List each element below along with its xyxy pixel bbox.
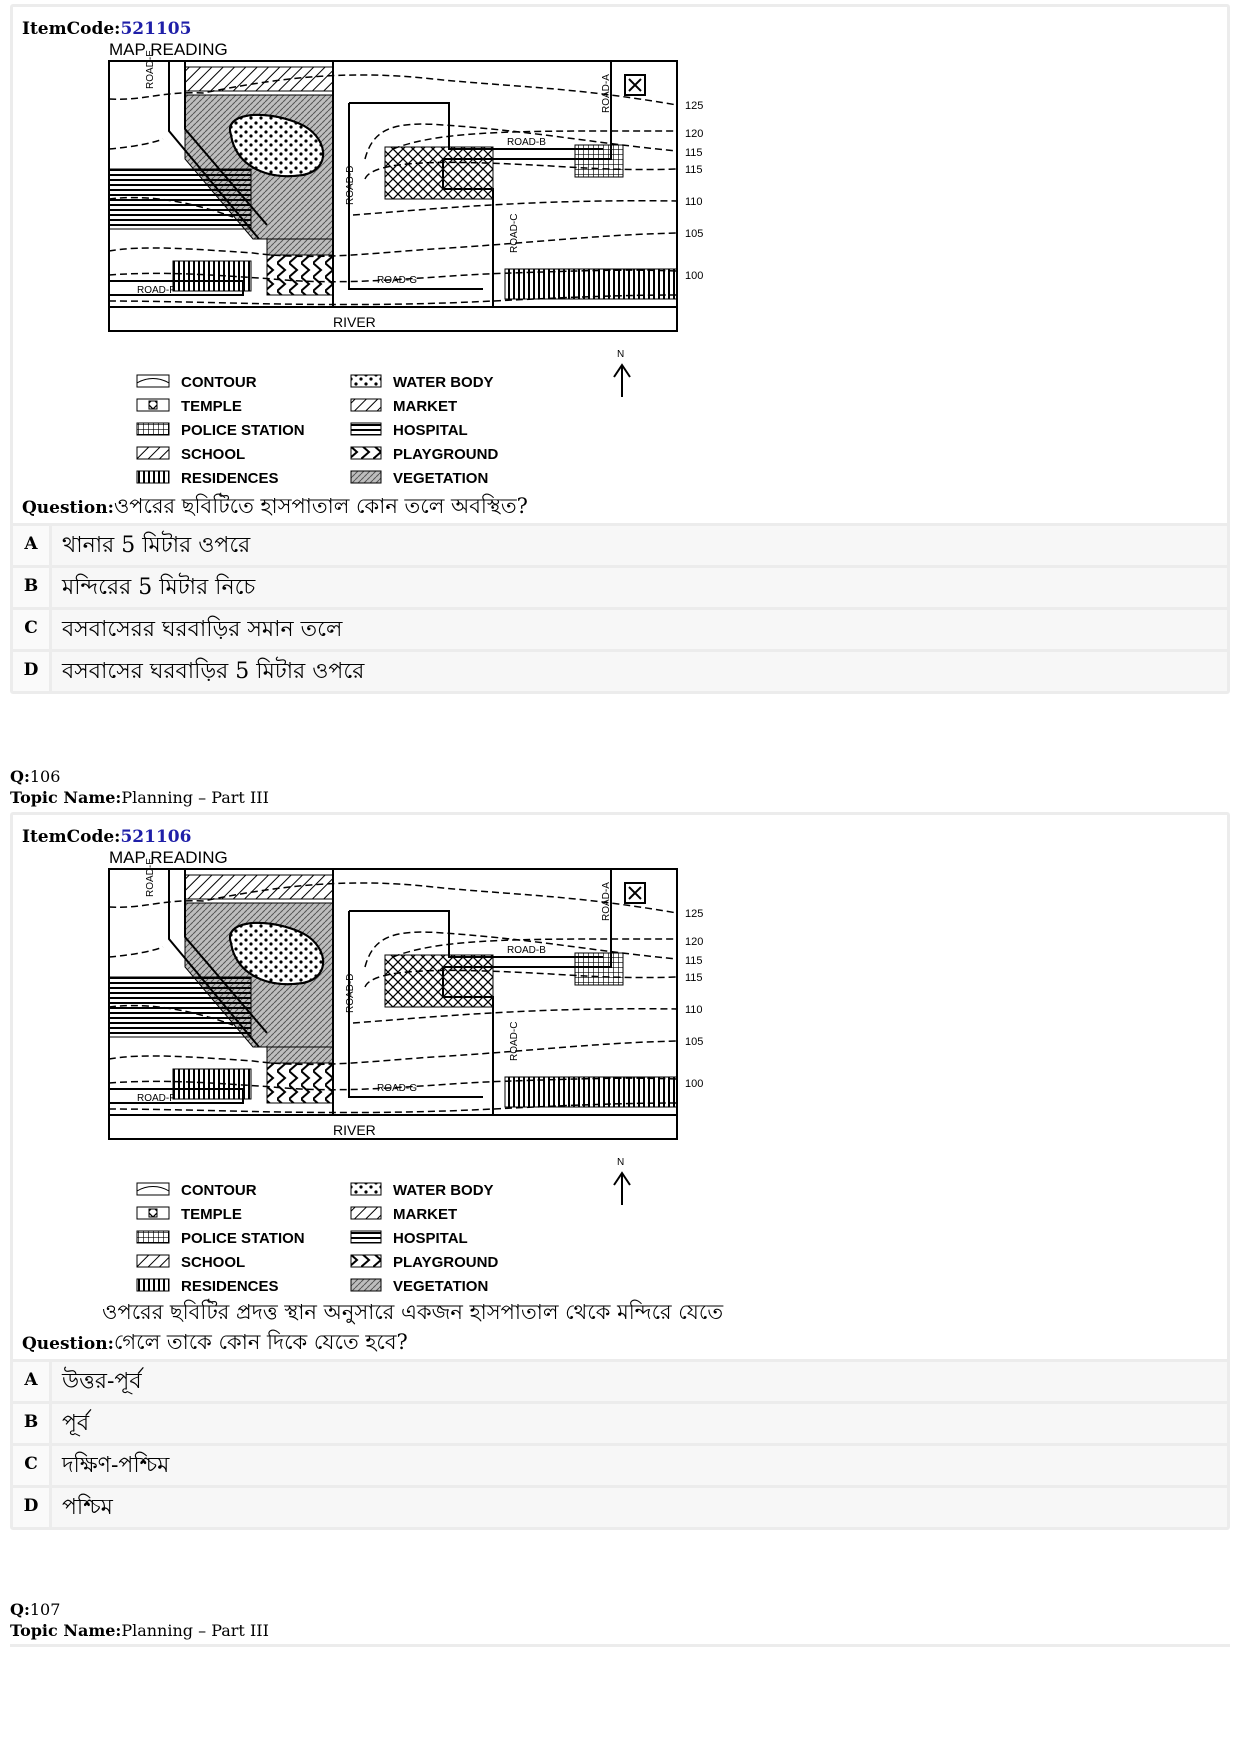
svg-text:115: 115 bbox=[685, 955, 703, 967]
svg-text:POLICE STATION: POLICE STATION bbox=[181, 1230, 305, 1247]
playground-area bbox=[267, 255, 333, 295]
svg-text:100: 100 bbox=[685, 270, 704, 282]
svg-text:SCHOOL: SCHOOL bbox=[181, 1254, 246, 1271]
svg-text:115: 115 bbox=[685, 147, 703, 159]
option-d[interactable]: D পশ্চিম bbox=[13, 1485, 1227, 1527]
svg-text:115: 115 bbox=[685, 164, 703, 176]
svg-text:100: 100 bbox=[685, 1078, 704, 1090]
road-label: ROAD-G bbox=[377, 275, 417, 286]
road-label: ROAD-C bbox=[509, 213, 520, 253]
option-a[interactable]: A উত্তর-পূর্ব bbox=[13, 1359, 1227, 1401]
svg-text:ROAD-F: ROAD-F bbox=[137, 1093, 176, 1104]
svg-text:RIVER: RIVER bbox=[333, 1122, 376, 1138]
svg-text:HOSPITAL: HOSPITAL bbox=[393, 1230, 468, 1247]
svg-text:SCHOOL: SCHOOL bbox=[181, 446, 246, 463]
map-area bbox=[13, 39, 1227, 523]
road-label: ROAD-F bbox=[137, 285, 176, 296]
option-a[interactable]: A থানার 5 মিটার ওপরে bbox=[13, 523, 1227, 565]
svg-text:RESIDENCES: RESIDENCES bbox=[181, 1278, 279, 1295]
road-b bbox=[349, 103, 603, 149]
option-c[interactable]: C বসবাসেরর ঘরবাড়ির সমান তলে bbox=[13, 607, 1227, 649]
svg-text:110: 110 bbox=[685, 196, 703, 208]
temple-building bbox=[575, 145, 623, 177]
svg-text:120: 120 bbox=[685, 128, 704, 140]
map-reading-figure bbox=[13, 39, 1213, 523]
option-c[interactable]: C দক্ষিণ-পশ্চিম bbox=[13, 1443, 1227, 1485]
question-text: ওপরের ছবিটির প্রদত্ত স্থান অনুসারে একজন হাসপাতাল থেকে মন্দিরে যেতে Question:গেলে তাকে কোন দিকে যেতে হবে? bbox=[22, 1300, 724, 1354]
svg-text:PLAYGROUND: PLAYGROUND bbox=[393, 1254, 499, 1271]
north-label: N bbox=[617, 349, 625, 360]
contour-values bbox=[685, 100, 703, 282]
svg-text:105: 105 bbox=[685, 228, 704, 240]
svg-text:ROAD-B: ROAD-B bbox=[507, 945, 546, 956]
svg-text:TEMPLE: TEMPLE bbox=[181, 398, 242, 415]
question-meta: Q:106 Topic Name:Planning – Part III bbox=[10, 767, 269, 807]
svg-text:MARKET: MARKET bbox=[393, 1206, 458, 1223]
option-d[interactable]: D বসবাসের ঘরবাড়ির 5 মিটার ওপরে bbox=[13, 649, 1227, 691]
road-label: ROAD-D bbox=[345, 165, 356, 205]
svg-text:110: 110 bbox=[685, 1004, 703, 1016]
market-area bbox=[185, 67, 333, 91]
svg-text:PLAYGROUND: PLAYGROUND bbox=[393, 446, 499, 463]
item-code-value: 521105 bbox=[120, 19, 192, 39]
question-block bbox=[10, 812, 1230, 1530]
svg-text:VEGETATION: VEGETATION bbox=[393, 1278, 489, 1295]
river-label: RIVER bbox=[333, 314, 376, 330]
option-b[interactable]: B মন্দিরের 5 মিটার নিচে bbox=[13, 565, 1227, 607]
svg-text:125: 125 bbox=[685, 908, 704, 920]
svg-text:POLICE STATION: POLICE STATION bbox=[181, 422, 305, 439]
item-card bbox=[10, 4, 1230, 694]
question-text: Question:ওপরের ছবিটিতে হাসপাতাল কোন তলে অবস্থিত? bbox=[22, 494, 528, 518]
police-station bbox=[385, 147, 493, 199]
svg-text:ROAD-A: ROAD-A bbox=[601, 882, 612, 921]
north-arrow-icon bbox=[614, 365, 630, 397]
svg-text:MARKET: MARKET bbox=[393, 398, 458, 415]
item-code-label: ItemCode: bbox=[22, 827, 121, 847]
map-area bbox=[13, 847, 1227, 1359]
svg-text:CONTOUR: CONTOUR bbox=[181, 374, 257, 391]
svg-text:125: 125 bbox=[685, 100, 704, 112]
map-reading-figure bbox=[13, 847, 1213, 1331]
option-b[interactable]: B পূর্ব bbox=[13, 1401, 1227, 1443]
svg-text:WATER BODY: WATER BODY bbox=[393, 374, 494, 391]
item-code-value: 521106 bbox=[120, 827, 192, 847]
residences-left bbox=[173, 261, 251, 291]
svg-text:115: 115 bbox=[685, 972, 703, 984]
svg-text:HOSPITAL: HOSPITAL bbox=[393, 422, 468, 439]
item-card bbox=[10, 812, 1230, 1530]
map-title: MAP READING bbox=[109, 40, 228, 59]
svg-text:105: 105 bbox=[685, 1036, 704, 1048]
svg-text:120: 120 bbox=[685, 936, 704, 948]
svg-text:VEGETATION: VEGETATION bbox=[393, 470, 489, 487]
svg-text:ROAD-G: ROAD-G bbox=[377, 1083, 417, 1094]
road-label: ROAD-E bbox=[145, 50, 156, 89]
divider bbox=[10, 1644, 1230, 1647]
north-arrow-icon bbox=[614, 1173, 630, 1205]
svg-text:TEMPLE: TEMPLE bbox=[181, 1206, 242, 1223]
svg-text:WATER BODY: WATER BODY bbox=[393, 1182, 494, 1199]
svg-text:CONTOUR: CONTOUR bbox=[181, 1182, 257, 1199]
svg-text:MAP READING: MAP READING bbox=[109, 848, 228, 867]
svg-text:ROAD-E: ROAD-E bbox=[145, 858, 156, 897]
road-label: ROAD-A bbox=[601, 74, 612, 113]
svg-text:ROAD-C: ROAD-C bbox=[509, 1021, 520, 1061]
road-label: ROAD-B bbox=[507, 137, 546, 148]
question-block bbox=[10, 4, 1230, 694]
item-code-row bbox=[13, 7, 1227, 39]
item-code-label: ItemCode: bbox=[22, 19, 121, 39]
svg-text:ROAD-D: ROAD-D bbox=[345, 973, 356, 1013]
svg-text:N: N bbox=[617, 1157, 625, 1168]
map-legend bbox=[137, 374, 498, 487]
question-meta: Q:107 Topic Name:Planning – Part III bbox=[10, 1600, 269, 1640]
item-code-row bbox=[13, 815, 1227, 847]
svg-text:RESIDENCES: RESIDENCES bbox=[181, 470, 279, 487]
hospital-area bbox=[109, 169, 251, 229]
